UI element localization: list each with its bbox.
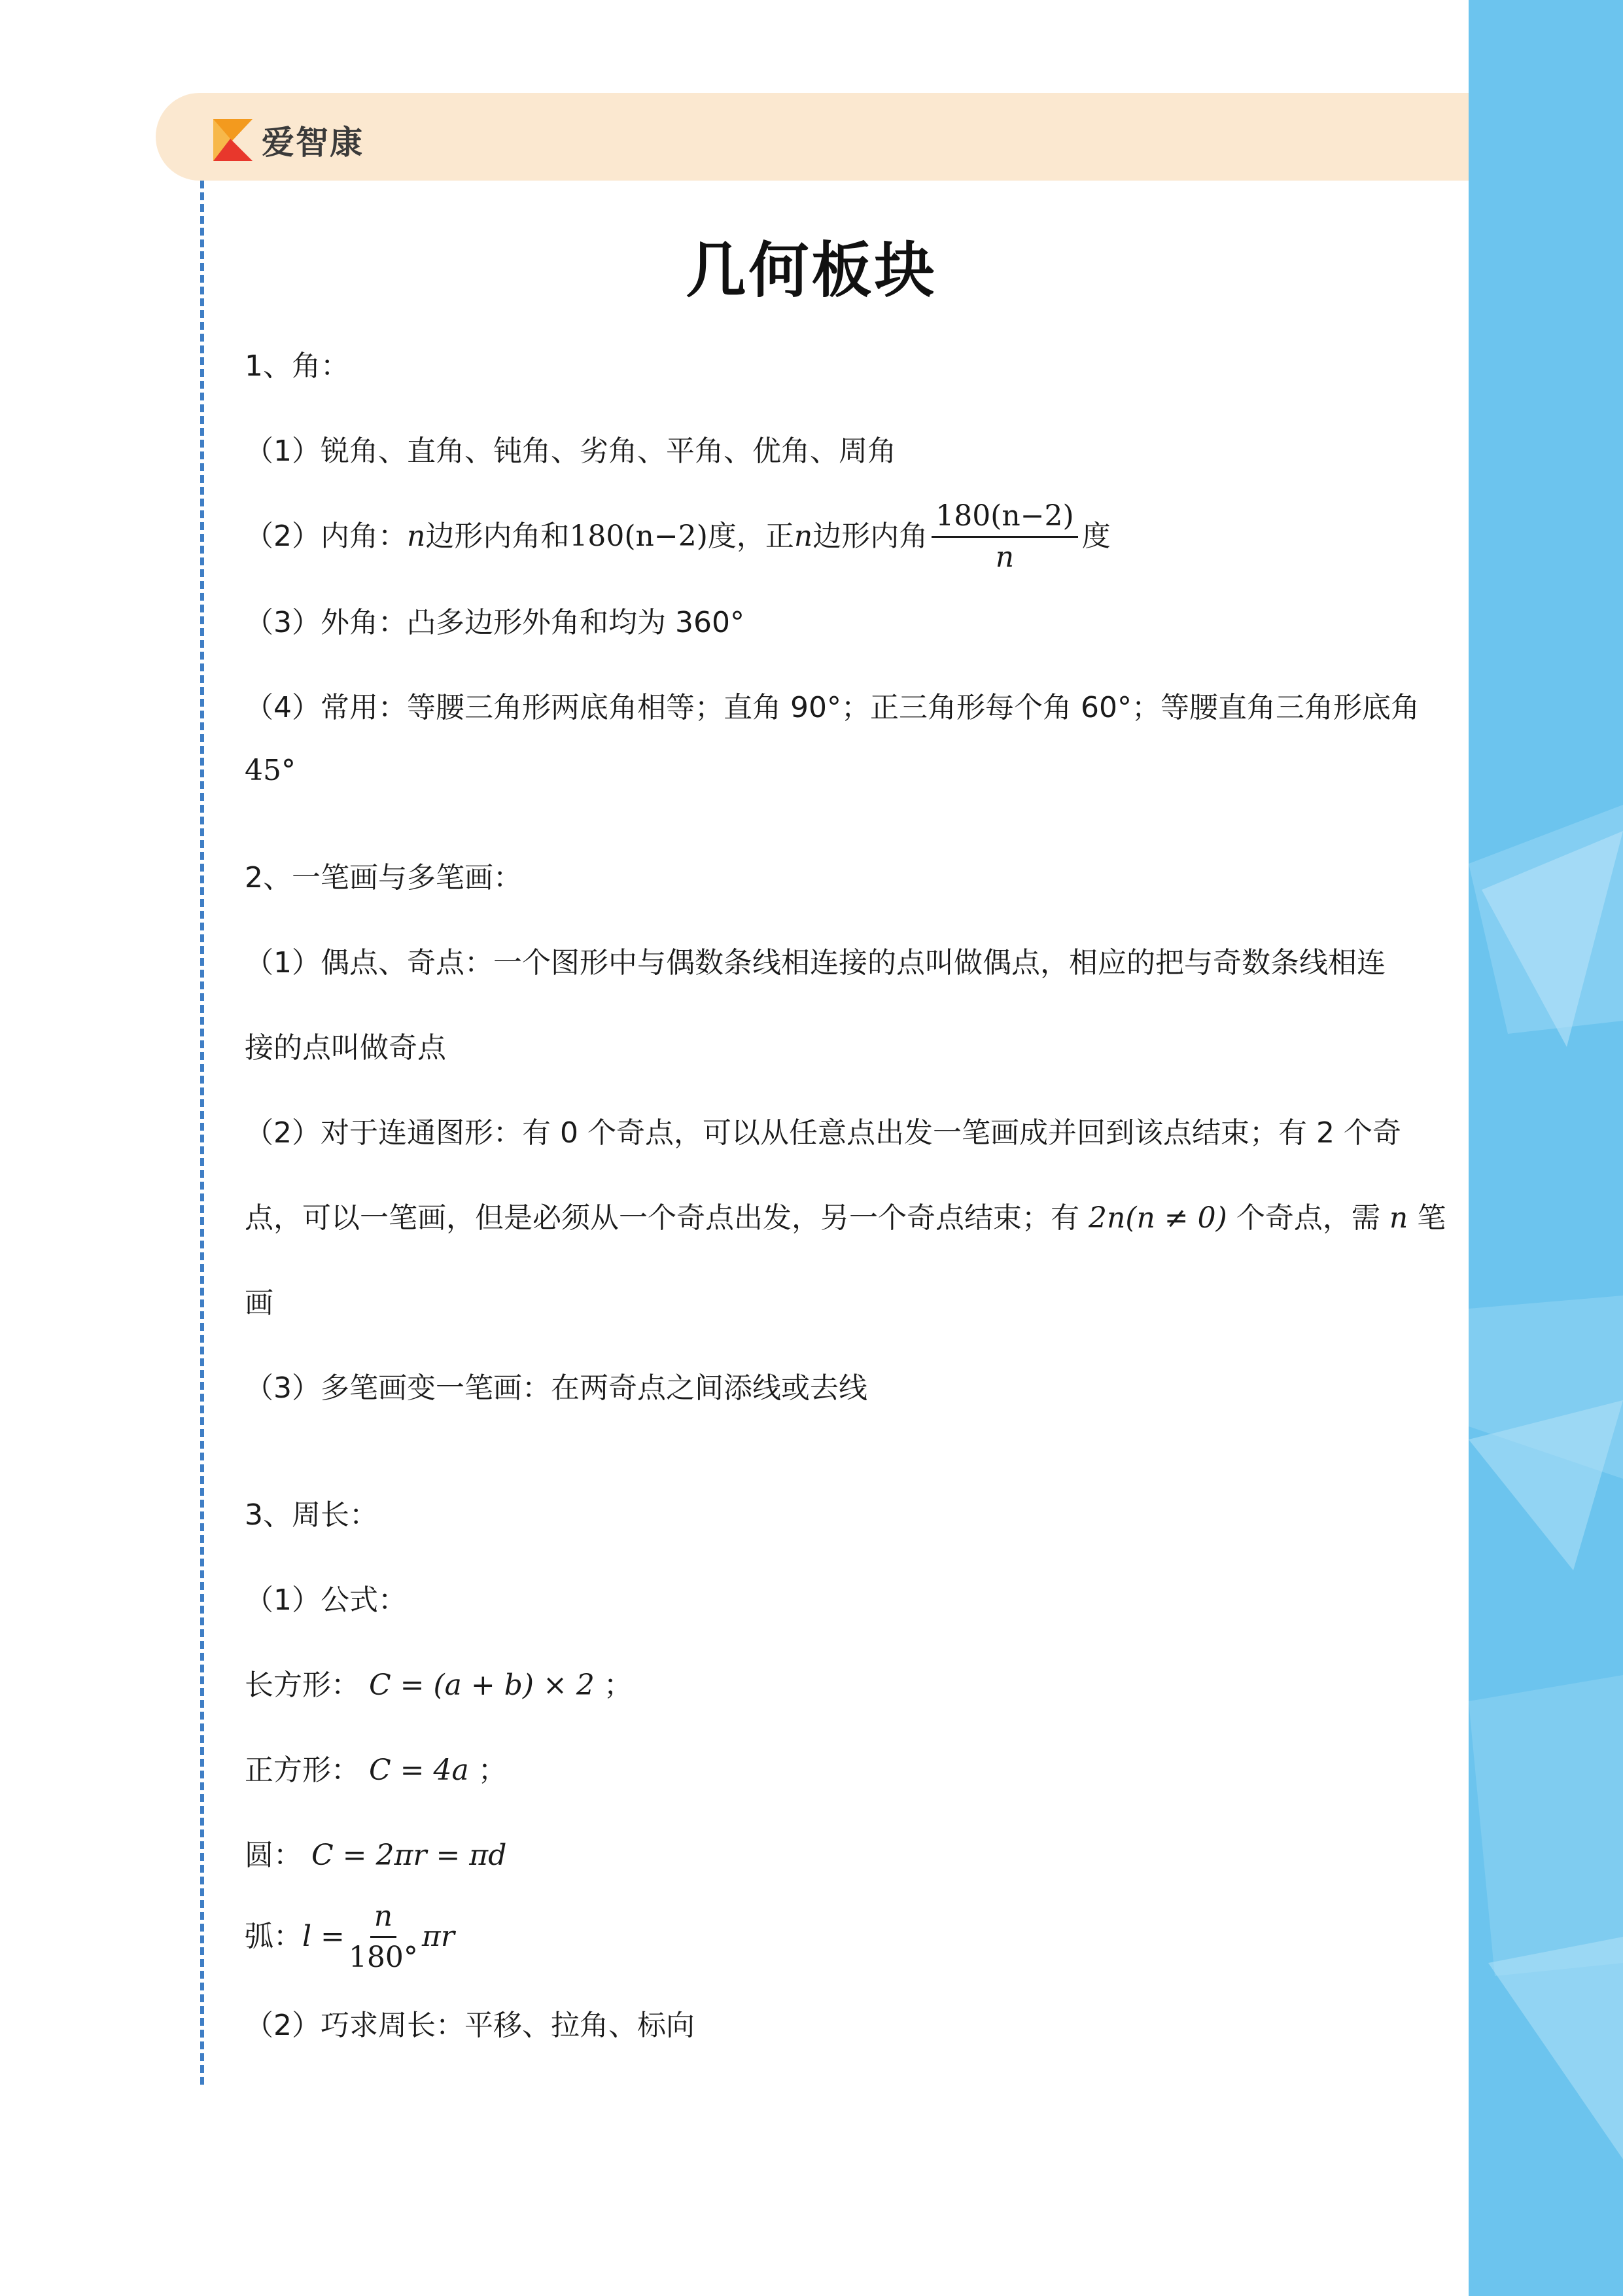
header-band [156, 93, 1469, 181]
math-var: n [1389, 1201, 1408, 1235]
brand-name: 爱智康 [262, 124, 364, 162]
item-text: （2）内角： [245, 520, 407, 553]
math-expression: 2n(n ≠ 0) [1089, 1201, 1227, 1235]
side-decoration-panel [1469, 0, 1623, 2296]
section-2-item-2: （2）对于连通图形：有 0 个奇点，可以从任意点出发一笔画成并回到该点结束；有 2 个奇 [245, 1116, 1401, 1150]
section-3-item-1: （1）公式： [245, 1583, 407, 1617]
formula-square [245, 1751, 507, 1790]
section-1-item-1: （1）锐角、直角、钝角、劣角、平角、优角、周角 [245, 434, 896, 468]
item-text: ； [478, 1754, 507, 1787]
formula-circle [245, 1836, 506, 1875]
math-fraction [349, 1898, 418, 1976]
math-expression: 180(n−2) [569, 520, 708, 553]
item-text: 边形内角和 [425, 520, 570, 553]
section-2-item-1: （1）偶点、奇点：一个图形中与偶数条线相连接的点叫做偶点，相应的把与奇数条线相连 [245, 946, 1386, 980]
item-text: 点，可以一笔画，但是必须从一个奇点出发，另一个奇点结束；有 [245, 1201, 1079, 1235]
math-expression: l = [302, 1920, 345, 1953]
fraction-numerator: n [370, 1898, 396, 1938]
section-2-item-2-end: 画 [245, 1286, 273, 1320]
section-2-item-1-cont: 接的点叫做奇点 [245, 1031, 446, 1065]
section-3-heading: 3、周长： [245, 1498, 378, 1532]
logo-icon [213, 119, 253, 161]
fraction-denominator: 180° [348, 1940, 418, 1974]
formula-arc [245, 1898, 455, 1976]
math-expression: πr [421, 1920, 455, 1953]
math-expression: C = (a + b) × 2 [369, 1669, 595, 1702]
formula-label: 正方形： [245, 1754, 360, 1787]
math-var: n [407, 520, 426, 553]
fraction-denominator: n [995, 540, 1015, 574]
section-2-heading: 2、一笔画与多笔画： [245, 861, 522, 894]
item-text: ； [603, 1669, 633, 1702]
item-text: 度 [1081, 520, 1111, 553]
math-var: n [794, 520, 813, 553]
section-1-item-4: （4）常用：等腰三角形两底角相等；直角 90°；正三角形每个角 60°；等腰直角三角形底角 [245, 691, 1420, 724]
section-1-item-2 [245, 497, 1111, 576]
math-fraction [932, 498, 1078, 576]
math-expression: C = 2πr = πd [311, 1839, 507, 1872]
item-text: 个奇点，需 [1236, 1201, 1380, 1235]
item-text: 度，正 [707, 520, 794, 553]
section-1-heading: 1、角： [245, 349, 349, 383]
decorative-triangles [1469, 0, 1623, 2296]
section-3-item-2: （2）巧求周长：平移、拉角、标向 [245, 2009, 695, 2042]
brand-logo [213, 116, 364, 164]
margin-dashed-rule [200, 181, 204, 2085]
section-1-item-3: （3）外角：凸多边形外角和均为 360° [245, 606, 744, 639]
fraction-numerator: 180(n−2) [932, 498, 1078, 538]
item-text: 笔 [1417, 1201, 1446, 1235]
math-expression: C = 4a [369, 1754, 469, 1787]
item-text: 边形内角 [812, 520, 928, 553]
section-1-item-4-cont: 45° [245, 754, 296, 787]
page-title: 几何板块 [686, 236, 937, 306]
formula-rectangle [245, 1666, 633, 1705]
formula-label: 长方形： [245, 1669, 360, 1702]
section-2-item-3: （3）多笔画变一笔画：在两奇点之间添线或去线 [245, 1371, 867, 1405]
formula-label: 圆： [245, 1839, 302, 1872]
formula-label: 弧： [245, 1920, 302, 1953]
section-2-item-2-cont [245, 1199, 1446, 1238]
